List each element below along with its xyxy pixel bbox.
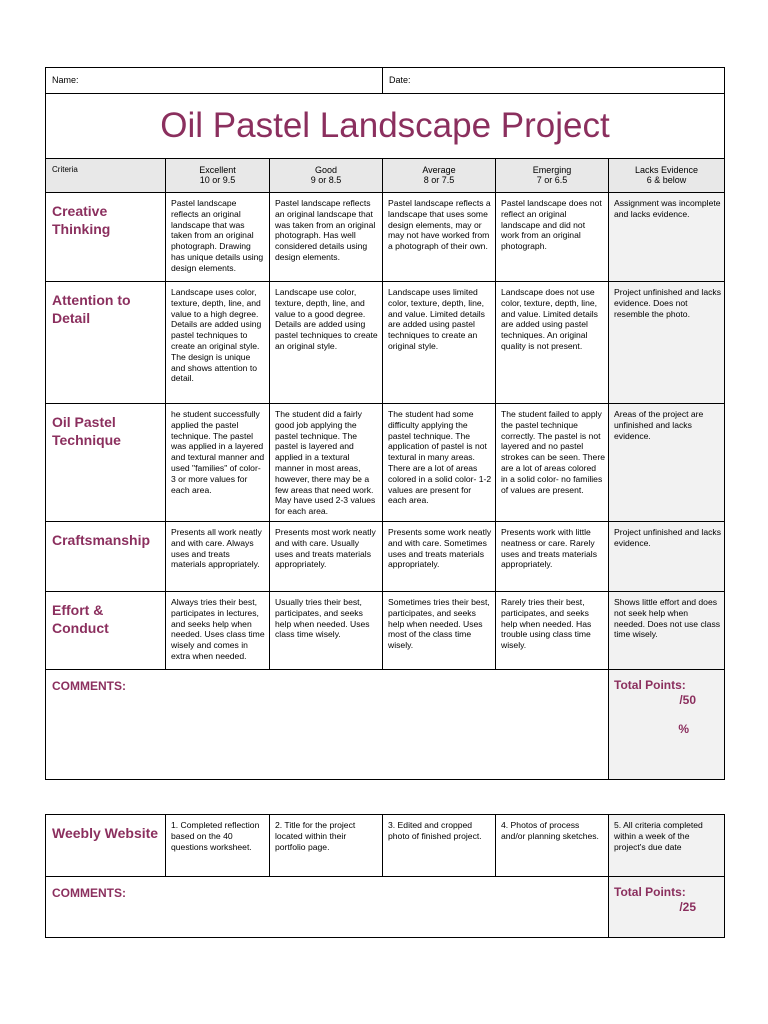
criterion-weebly-website: Weebly Website (46, 815, 166, 877)
rubric-cell: Landscape does not use color, texture, depth, line, and value. Limited details are added using pastel techniques. An original quality is not present. (496, 282, 609, 404)
level-header-emerging: Emerging 7 or 6.5 (496, 159, 609, 193)
table-row (46, 592, 725, 670)
rubric-cell: Usually tries their best, participates, and seeks help when needed. Uses class time wisely. (270, 592, 383, 670)
total-percent-value: % (678, 722, 690, 736)
page-title: Oil Pastel Landscape Project (160, 106, 610, 145)
rubric-cell: Project unfinished and lacks evidence. (609, 522, 725, 592)
weebly-total-cell (609, 877, 725, 938)
criteria-header: Criteria (46, 159, 166, 193)
rubric-cell: The student did a fairly good job applying the pastel technique. The pastel is layered and applied in a textural manner in most areas, however, there may be a few areas that need work. May have used 2-3 values for each area. (270, 404, 383, 522)
weebly-item: 5. All criteria completed within a week of the project's due date (609, 815, 725, 877)
rubric-cell: Landscape use color, texture, depth, line, and value to a good degree. Details are added using pastel techniques to create an original style. (270, 282, 383, 404)
criterion-effort-conduct: Effort & Conduct (46, 592, 166, 670)
table-row (46, 282, 725, 404)
comments-field[interactable] (46, 670, 609, 780)
table-row (46, 193, 725, 282)
total-points-cell (609, 670, 725, 780)
level-header-lacks-evidence: Lacks Evidence 6 & below (609, 159, 725, 193)
weebly-comments-field[interactable] (46, 877, 609, 938)
rubric-cell: Rarely tries their best, participates, and seeks help when needed. Has trouble using class time wisely. (496, 592, 609, 670)
date-field[interactable] (383, 68, 725, 94)
rubric-cell: Landscape uses color, texture, depth, line, and value to a high degree. Details are added using pastel techniques to create an original style. The design is unique and shows attention to detail. (166, 282, 270, 404)
criterion-craftsmanship: Craftsmanship (46, 522, 166, 592)
weebly-item: 3. Edited and cropped photo of finished project. (383, 815, 496, 877)
rubric-cell: Landscape uses limited color, texture, depth, line, and value. Limited details are added using pastel techniques to create an original style. (383, 282, 496, 404)
level-header-good: Good 9 or 8.5 (270, 159, 383, 193)
weebly-total-label: Total Points: (614, 885, 686, 899)
weebly-table (45, 814, 725, 938)
rubric-cell: Pastel landscape reflects an original landscape that was taken from an original photograph. Drawing has unique details using design elements. (166, 193, 270, 282)
comments-label: COMMENTS: (52, 679, 126, 693)
level-header-excellent: Excellent 10 or 9.5 (166, 159, 270, 193)
rubric-cell: Project unfinished and lacks evidence. Does not resemble the photo. (609, 282, 725, 404)
rubric-cell: Presents some work neatly and with care. Sometimes uses and treats materials appropriately. (383, 522, 496, 592)
weebly-item: 2. Title for the project located within their portfolio page. (270, 815, 383, 877)
name-label: Name: (52, 75, 79, 85)
rubric-cell: Pastel landscape reflects a landscape that uses some design elements, may or may not have worked from a photograph of their own. (383, 193, 496, 282)
rubric-cell: The student failed to apply the pastel technique correctly. The pastel is not layered and no pastel strokes can be seen. There are a lot of areas colored in a solid color- no families of values are present. (496, 404, 609, 522)
title-cell (46, 94, 725, 159)
table-row (46, 815, 725, 877)
weebly-comments-label: COMMENTS: (52, 886, 126, 900)
criterion-creative-thinking: Creative Thinking (46, 193, 166, 282)
name-field[interactable] (46, 68, 383, 94)
total-points-value: /50 (679, 693, 697, 707)
rubric-cell: Presents most work neatly and with care. Usually uses and treats materials appropriately. (270, 522, 383, 592)
criterion-attention-to-detail: Attention to Detail (46, 282, 166, 404)
rubric-cell: Assignment was incomplete and lacks evidence. (609, 193, 725, 282)
level-header-average: Average 8 or 7.5 (383, 159, 496, 193)
rubric-cell: Pastel landscape does not reflect an original landscape and did not work from an original photograph. (496, 193, 609, 282)
weebly-item: 1. Completed reflection based on the 40 questions worksheet. (166, 815, 270, 877)
rubric-cell: Shows little effort and does not seek help when needed. Does not use class time wisely. (609, 592, 725, 670)
rubric-cell: The student had some difficulty applying the pastel technique. The application of pastel is not textural in many areas. There are a lot of areas colored in a solid color- 1-2 values are present for each area. (383, 404, 496, 522)
weebly-item: 4. Photos of process and/or planning sketches. (496, 815, 609, 877)
rubric-cell: Presents work with little neatness or care. Rarely uses and treats materials appropriately. (496, 522, 609, 592)
rubric-cell: Presents all work neatly and with care. Always uses and treats materials appropriately. (166, 522, 270, 592)
table-row (46, 404, 725, 522)
table-row (46, 522, 725, 592)
total-points-label: Total Points: (614, 678, 686, 692)
rubric-cell: Always tries their best, participates in lectures, and seeks help when needed. Uses class time wisely and comes in extra when needed. (166, 592, 270, 670)
rubric-cell: Sometimes tries their best, participates, and seeks help when needed. Uses most of the class time wisely. (383, 592, 496, 670)
criterion-oil-pastel-technique: Oil Pastel Technique (46, 404, 166, 522)
rubric-table (45, 67, 725, 780)
rubric-cell: Areas of the project are unfinished and lacks evidence. (609, 404, 725, 522)
rubric-cell: he student successfully applied the pastel technique. The pastel was applied in a layered and textural manner and used "families" of color- 3 or more values for each area. (166, 404, 270, 522)
rubric-cell: Pastel landscape reflects an original landscape that was taken from an original photograph. Has well considered details using design elements. (270, 193, 383, 282)
date-label: Date: (389, 75, 411, 85)
weebly-total-value: /25 (679, 900, 696, 914)
